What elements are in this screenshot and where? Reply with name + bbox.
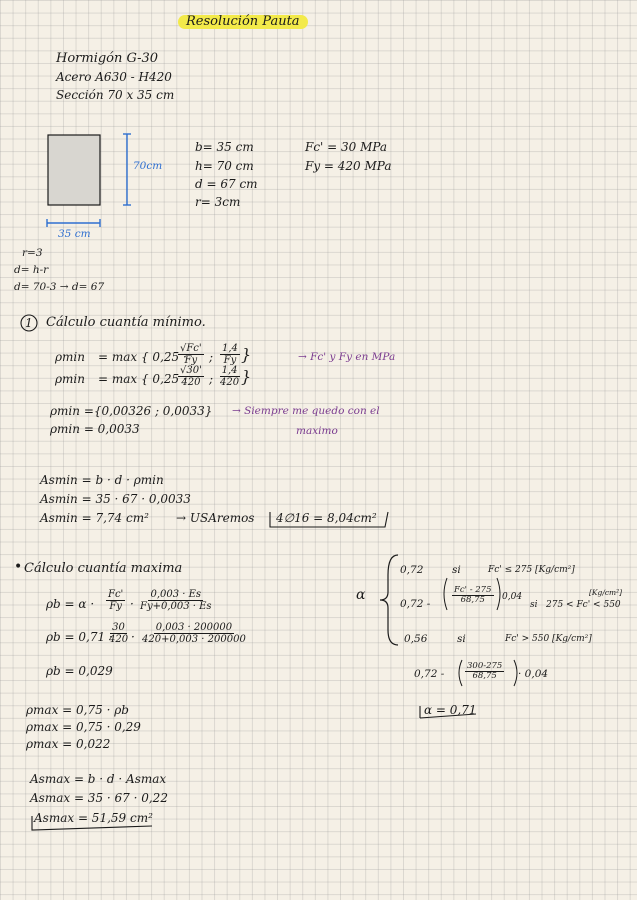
alpha-brace	[380, 555, 398, 645]
alpha-case-3-value: 0,56	[404, 633, 428, 645]
rho-min-label: ρmin	[55, 350, 85, 364]
eq1-fraction-2: $\frac{1,4}{Fy}$	[222, 343, 238, 366]
alpha-case-1-si: si	[452, 564, 461, 576]
as-min-formula: Asmin = b · d · ρmin	[40, 473, 164, 487]
alpha-case-2-factor: 0,04	[502, 592, 523, 602]
alpha-case-1-value: 0,72	[400, 564, 424, 576]
as-min-result: Asmin = 7,74 cm²	[40, 511, 149, 525]
param-r: r= 3cm	[195, 195, 241, 209]
fc-fy-values: $\frac{30}{420}$	[109, 622, 129, 645]
units-note: → Fc' y Fy en MPa	[298, 351, 396, 363]
section-size: Sección 70 x 35 cm	[56, 88, 175, 102]
min-ratio-heading: Cálculo cuantía mínimo.	[46, 315, 206, 330]
eq2-separator: ;	[209, 372, 214, 386]
step-number: 1	[25, 316, 33, 330]
fc-fy-fraction: $\frac{Fc'}{Fy}$	[108, 589, 124, 612]
width-label: 35 cm	[58, 228, 91, 240]
height-label: 70cm	[133, 160, 163, 172]
rho-max-formula: ρmax = 0,75 · ρb	[26, 703, 129, 717]
derivation-line: d= h-r	[14, 264, 49, 276]
page-title: Resolución Pauta	[178, 15, 308, 29]
alpha-case-1-condition: Fc' ≤ 275 [Kg/cm²]	[488, 565, 575, 575]
rho-b-formula: ρb = α ·	[46, 597, 95, 611]
alpha-case-2-value: 0,72 -	[400, 598, 431, 610]
alpha-calc-prefix: 0,72 -	[414, 668, 445, 680]
rho-max-substitution: ρmax = 0,75 · 0,29	[26, 720, 141, 734]
rho-max-result: ρmax = 0,022	[26, 737, 111, 751]
alpha-case-3-condition: Fc' > 550 [Kg/cm²]	[505, 634, 592, 644]
alpha-case-2-unit: [Kg/cm²]	[589, 588, 623, 597]
eq1-fraction-1: $\frac{√Fc'}{Fy}$	[180, 343, 202, 366]
param-d: d = 67 cm	[195, 177, 258, 191]
max-note: → Siempre me quedo con el	[232, 405, 380, 417]
dot: ·	[131, 630, 135, 644]
derivation-line: r=3	[22, 247, 43, 259]
rebar-choice: 4∅16 = 8,04cm²	[276, 511, 377, 525]
steel-grade: Acero A630 - H420	[56, 70, 172, 84]
alpha-symbol: α	[356, 587, 366, 603]
rho-b-substitution: ρb = 0,71 ·	[46, 630, 113, 644]
material-fy: Fy = 420 MPa	[305, 159, 392, 173]
strain-values: $\frac{0,003 \cdot 200000}{420+0,003 \cdot 200000}$	[142, 622, 246, 645]
concrete-grade: Hormigón G-30	[56, 51, 159, 66]
eq1-separator: ;	[209, 350, 214, 364]
as-max-formula: Asmax = b · d · Asmax	[30, 772, 167, 786]
dot: ·	[130, 597, 134, 611]
alpha-case-2-fraction: $\frac{Fc' - 275}{68,75}$	[454, 585, 492, 605]
rho-min-label: ρmin	[55, 372, 85, 386]
as-min-substitution: Asmin = 35 · 67 · 0,0033	[40, 492, 191, 506]
eq2-fraction-2: $\frac{1,4}{420}$	[220, 365, 240, 388]
param-b: b= 35 cm	[195, 140, 254, 154]
alpha-calc-fraction: $\frac{300-275}{68,75}$	[467, 661, 503, 681]
alpha-case-2-condition: 275 < Fc' < 550	[546, 600, 621, 610]
strain-fraction: $\frac{0,003 \cdot Es}{Fy+0,003 \cdot Es}$	[140, 589, 212, 612]
eq2-fraction-1: $\frac{√30'}{420}$	[180, 365, 202, 388]
eq3: ρmin ={0,00326 ; 0,0033}	[50, 404, 213, 418]
param-h: h= 70 cm	[195, 159, 254, 173]
alpha-calc-suffix: · 0,04	[518, 668, 549, 680]
max-ratio-heading: Cálculo cuantía maxima	[24, 561, 183, 576]
section-rectangle	[48, 135, 100, 205]
as-max-result: Asmax = 51,59 cm²	[34, 811, 153, 825]
use-arrow: → USAremos	[176, 511, 255, 525]
alpha-result: α = 0,71	[424, 703, 477, 717]
alpha-case-2-si: si	[530, 600, 538, 610]
eq1-prefix: = max { 0,25 ·	[98, 350, 187, 364]
bullet: •	[14, 559, 23, 575]
eq2-close: }	[241, 367, 252, 386]
material-fc: Fc' = 30 MPa	[305, 140, 388, 154]
derivation-line: d= 70-3 → d= 67	[14, 281, 105, 293]
eq2-prefix: = max { 0,25 ·	[98, 372, 187, 386]
max-note-2: maximo	[296, 425, 338, 437]
rho-b-result: ρb = 0,029	[46, 664, 113, 678]
eq4: ρmin = 0,0033	[50, 422, 140, 436]
eq1-close: }	[241, 345, 252, 364]
as-max-substitution: Asmax = 35 · 67 · 0,22	[30, 791, 168, 805]
alpha-case-3-si: si	[457, 633, 466, 645]
